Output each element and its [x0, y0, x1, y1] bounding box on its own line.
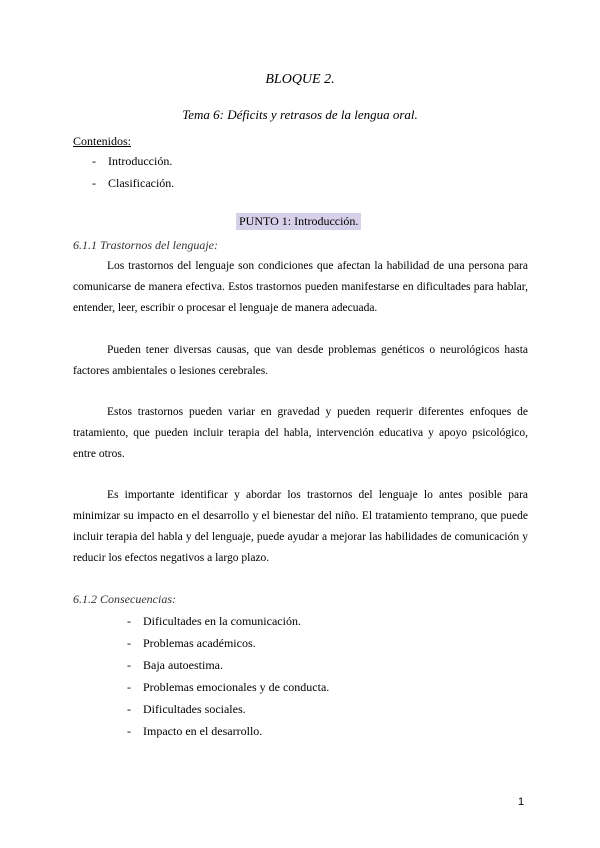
list-item-text: Dificultades sociales.	[143, 702, 246, 716]
list-item-text: Problemas emocionales y de conducta.	[143, 680, 330, 694]
punto-heading: PUNTO 1: Introducción.	[236, 213, 361, 230]
list-item-text: Problemas académicos.	[143, 636, 256, 650]
section-612-heading: 6.1.2 Consecuencias:	[73, 592, 176, 606]
bullet-dash: -	[127, 724, 131, 738]
bullet-dash: -	[127, 636, 131, 650]
bullet-dash: -	[127, 658, 131, 672]
section-611-heading: 6.1.1 Trastornos del lenguaje:	[73, 238, 219, 252]
list-item	[127, 720, 329, 742]
paragraph: Los trastornos del lenguaje son condiciones que afectan la habilidad de una persona para comunicarse de manera efectiva. Estos trastornos pueden manifestarse en dificultades para hablar, entender, leer, escribir o procesar el lenguaje de manera adecuada.	[73, 260, 528, 314]
bullet-dash: -	[127, 614, 131, 628]
paragraph: Estos trastornos pueden variar en gravedad y pueden requerir diferentes enfoques de tratamiento, que pueden incluir terapia del habla, intervención educativa y apoyo psicológico, entre otros.	[73, 406, 528, 460]
list-item	[127, 610, 329, 632]
bullet-dash: -	[92, 154, 96, 168]
page-number: 1	[518, 796, 525, 808]
paragraph: Es importante identificar y abordar los trastornos del lenguaje lo antes posible para minimizar su impacto en el desarrollo y el bienestar del niño. El tratamiento temprano, que puede incluir terapia del habla y del lenguaje, puede ayudar a mejorar las habilidades de comunicación y reducir los efectos negativos a largo plazo.	[73, 489, 528, 564]
bullet-dash: -	[127, 702, 131, 716]
bullet-dash: -	[127, 680, 131, 694]
list-item-text: Introducción.	[108, 154, 173, 168]
bullet-dash: -	[92, 176, 96, 190]
list-item	[92, 150, 174, 172]
paragraph: Pueden tener diversas causas, que van desde problemas genéticos o neurológicos hasta factores ambientales o lesiones cerebrales.	[73, 344, 528, 377]
contenidos-label: Contenidos:	[73, 134, 132, 148]
tema-title: Tema 6: Déficits y retrasos de la lengua oral.	[182, 107, 418, 122]
list-item-text: Dificultades en la comunicación.	[143, 614, 301, 628]
list-item	[92, 172, 174, 194]
list-item-text: Baja autoestima.	[143, 658, 223, 672]
list-item	[127, 676, 329, 698]
list-item	[127, 698, 329, 720]
consecuencias-list	[127, 610, 329, 742]
bloque-title: BLOQUE 2.	[265, 72, 335, 87]
list-item-text: Clasificación.	[108, 176, 175, 190]
contenidos-list	[92, 150, 174, 194]
list-item-text: Impacto en el desarrollo.	[143, 724, 263, 738]
list-item	[127, 632, 329, 654]
list-item	[127, 654, 329, 676]
